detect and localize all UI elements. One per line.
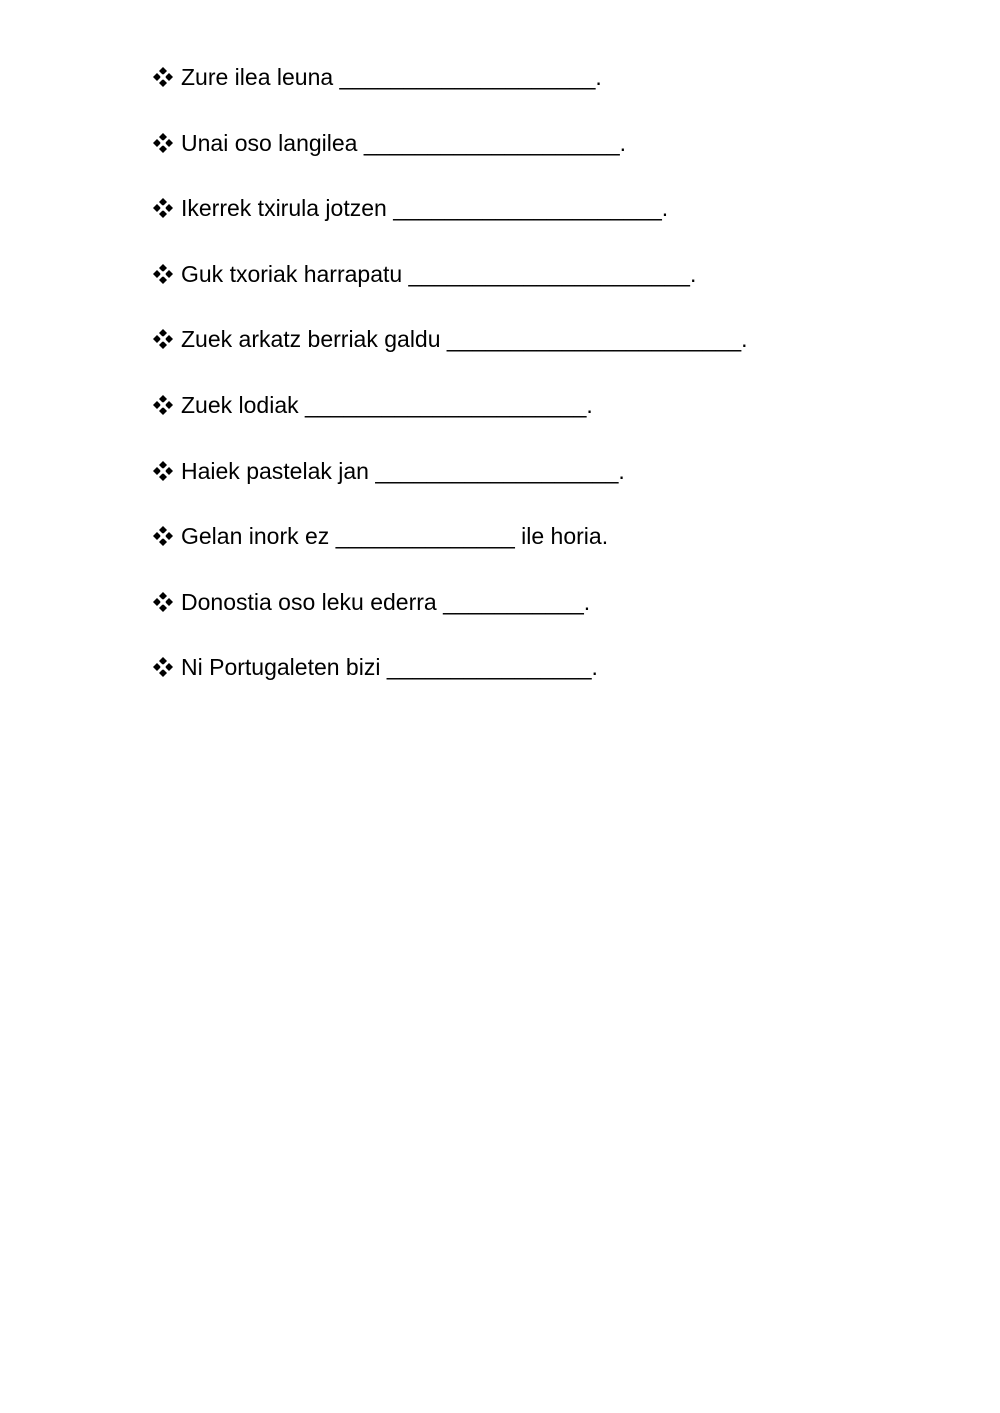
list-item <box>152 255 748 293</box>
list-item <box>152 58 748 96</box>
exercise-list <box>152 58 748 714</box>
list-item <box>152 452 748 490</box>
four-diamond-bullet-icon <box>152 263 174 285</box>
list-item <box>152 320 748 358</box>
sentence-text: Donostia oso leku ederra ___________. <box>181 588 591 615</box>
list-item <box>152 124 748 162</box>
list-item <box>152 189 748 227</box>
sentence-text: Zuek arkatz berriak galdu _______________________. <box>181 326 748 353</box>
sentence-text: Zuek lodiak ______________________. <box>181 391 593 418</box>
four-diamond-bullet-icon <box>152 656 174 678</box>
list-item <box>152 517 748 555</box>
four-diamond-bullet-icon <box>152 197 174 219</box>
list-item <box>152 583 748 621</box>
sentence-text: Zure ilea leuna ____________________. <box>181 64 602 90</box>
four-diamond-bullet-icon <box>152 525 174 547</box>
sentence-text: Ikerrek txirula jotzen _____________________. <box>181 195 669 222</box>
four-diamond-bullet-icon <box>152 591 174 613</box>
sentence-text: Ni Portugaleten bizi ________________. <box>181 654 598 681</box>
four-diamond-bullet-icon <box>152 394 174 416</box>
sentence-text: Guk txoriak harrapatu ______________________. <box>181 260 697 287</box>
four-diamond-bullet-icon <box>152 460 174 482</box>
list-item <box>152 386 748 424</box>
sentence-text: Gelan inork ez ______________ ile horia. <box>181 523 609 550</box>
sentence-text: Unai oso langilea ____________________. <box>181 129 627 156</box>
sentence-text: Haiek pastelak jan ___________________. <box>181 457 625 484</box>
four-diamond-bullet-icon <box>152 66 174 88</box>
four-diamond-bullet-icon <box>152 328 174 350</box>
four-diamond-bullet-icon <box>152 132 174 154</box>
list-item <box>152 648 748 686</box>
